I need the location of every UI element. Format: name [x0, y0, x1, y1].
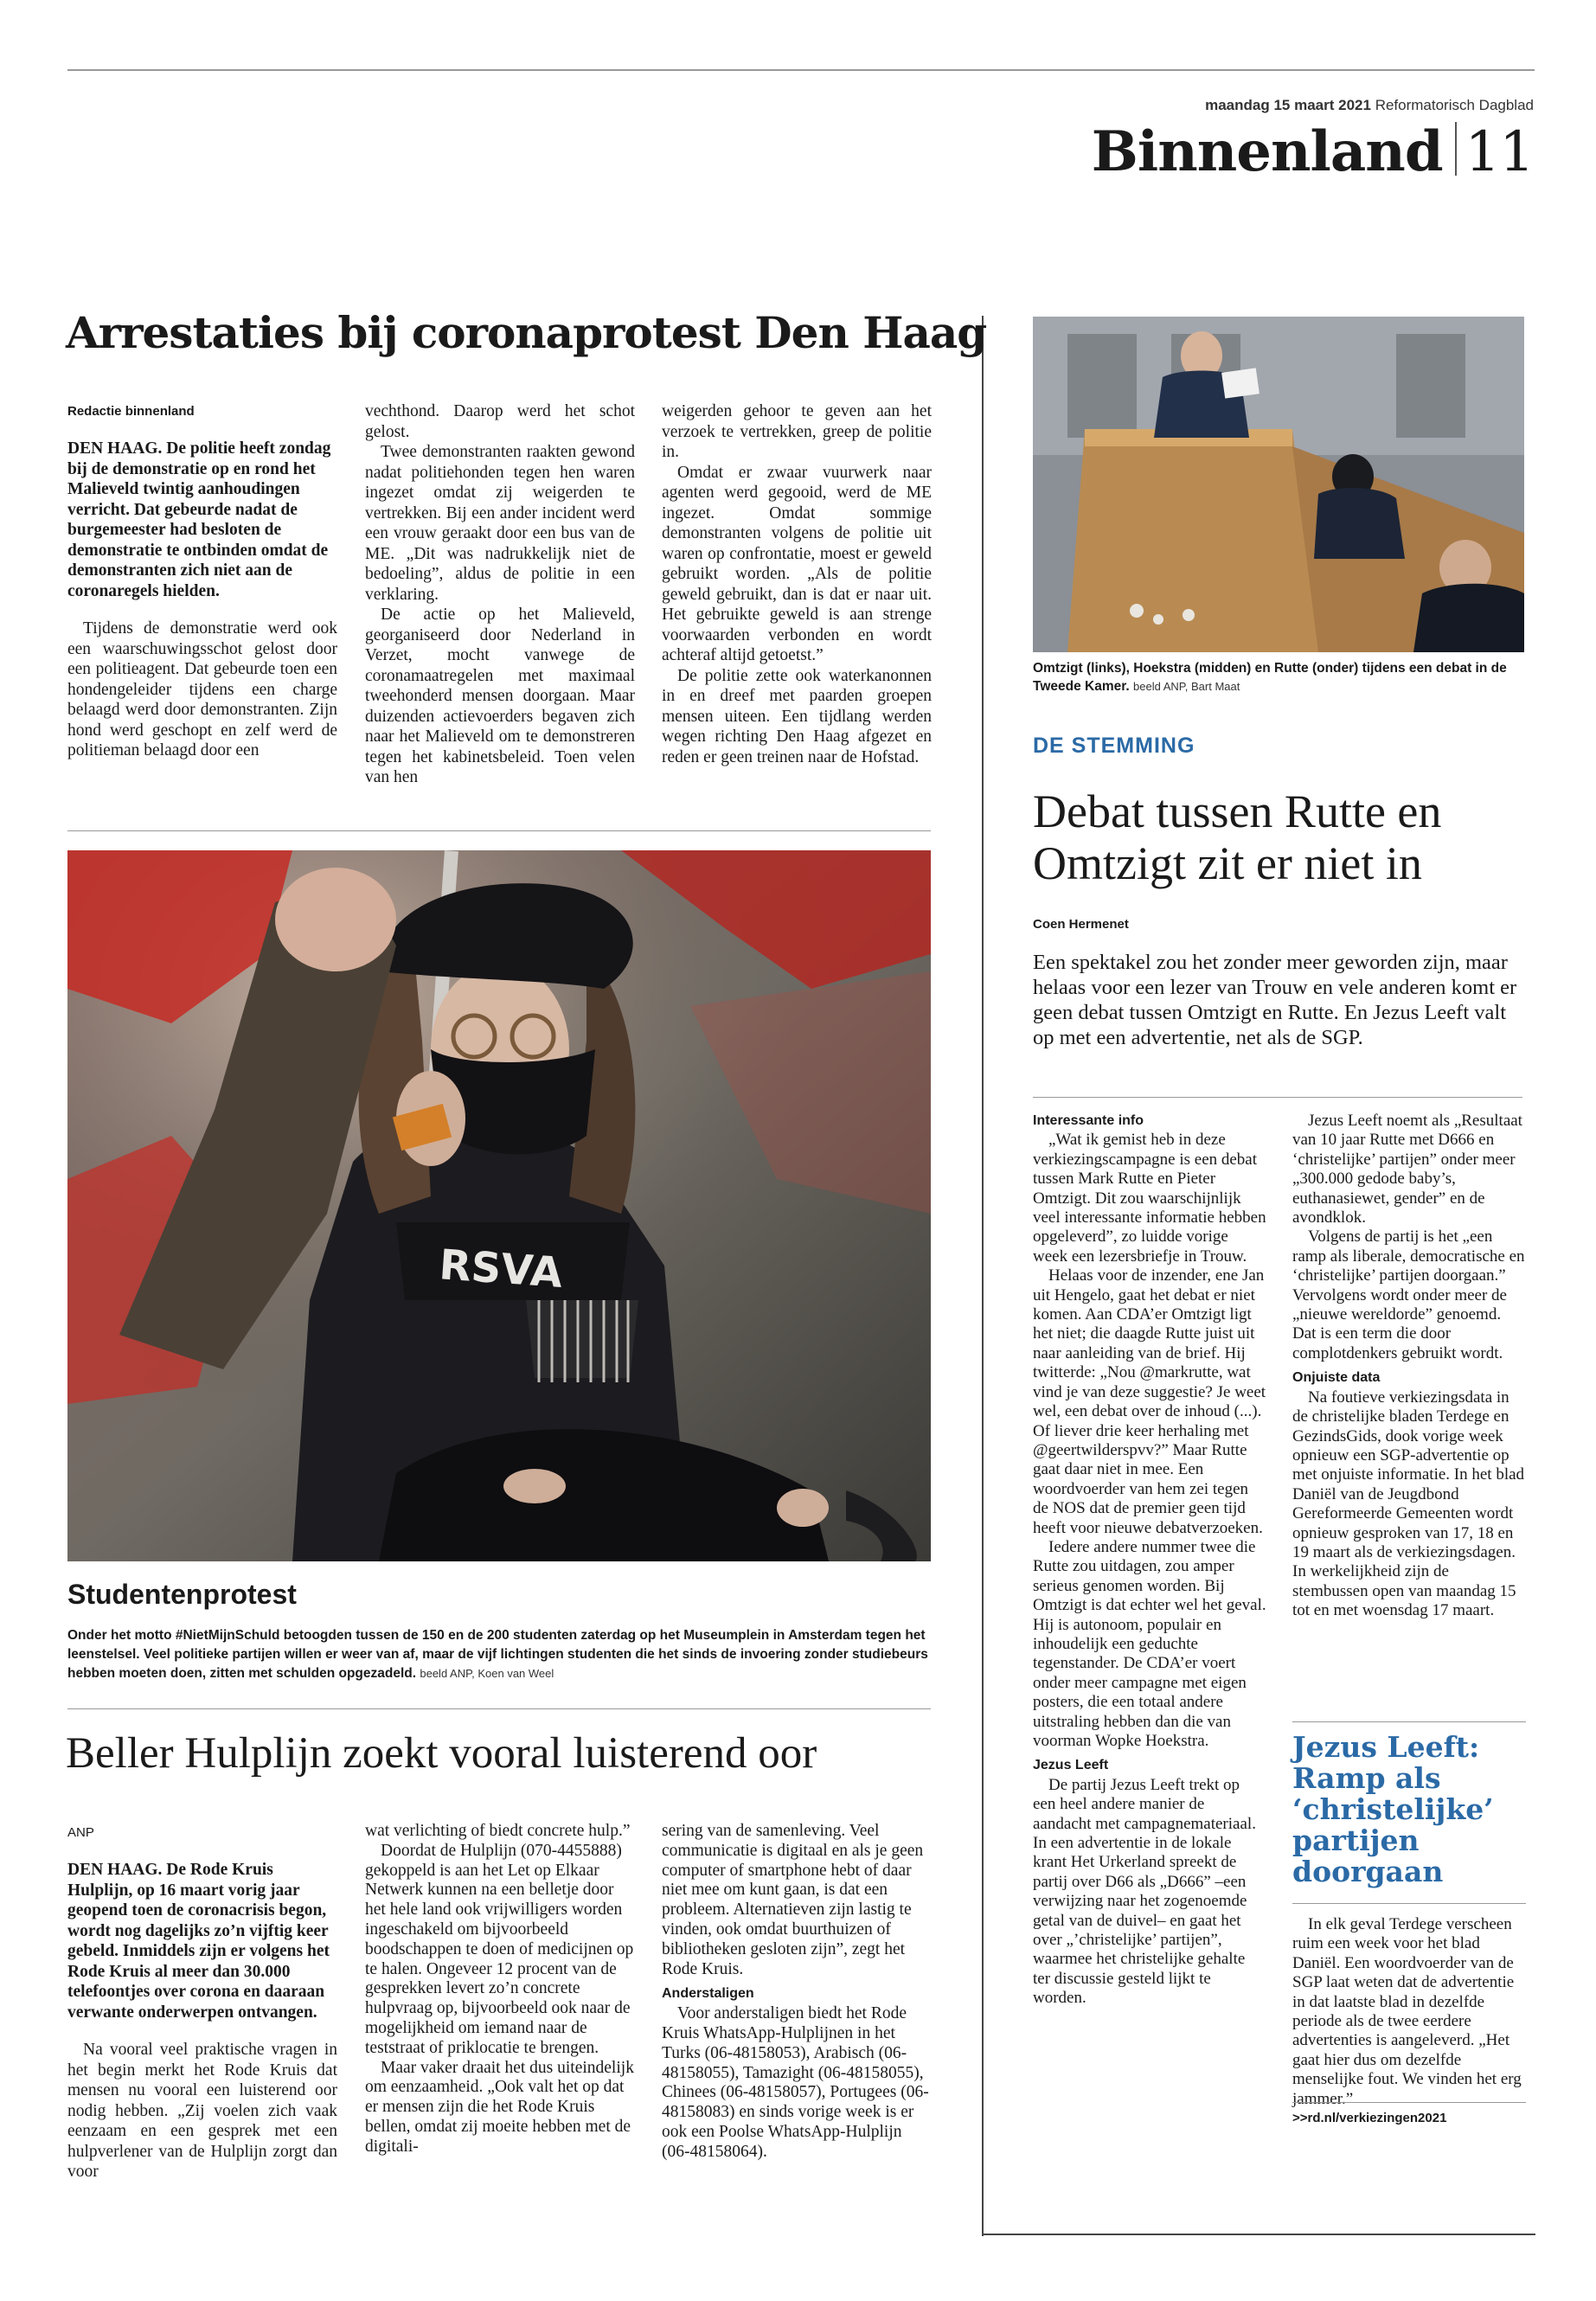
header-divider [1455, 122, 1457, 176]
paragraph: Jezus Leeft noemt als „Resultaat van 10 jaar Rutte met D666 en ‘christelijke’ partijen” onder meer „300.000 gedode baby’s, euthanasiewet, gender” en de avondklok. [1292, 1112, 1522, 1227]
article1-col3 [662, 401, 932, 767]
article2-col2 [365, 1822, 635, 2157]
paper-name: Reformatorisch Dagblad [1375, 97, 1534, 113]
parliament-photo [1033, 317, 1524, 652]
subhead: Anderstaligen [662, 1986, 754, 2002]
paragraph: Doordat de Hulplijn (070-4455888) gekoppeld is aan het Let op Elkaar Netwerk kunnen na een belletje door het hele land ook vrijwilligers worden ingeschakeld om bijvoorbeeld boodschappen te doen of medicijnen op te halen. Ongeveer 12 procent van de gesprekken levert zo’n concrete hulpvraag op, bijvoorbeeld ook naar de mogelijkheid om iemand naar de teststraat of priklocatie te brengen. [365, 1841, 634, 2057]
column-col1 [1033, 1112, 1266, 2009]
issue-date: maandag 15 maart 2021 [1205, 97, 1371, 113]
subhead: Interessante info [1033, 1113, 1144, 1128]
paragraph: Volgens de partij is het „een ramp als liberale, democratische en ‘christelijke’ partijen doorgaan.” Vervolgens wordt onder meer de „nieuwe wereldorde” genoemd. Dat is een term die door complotdenkers gebruikt wordt. [1292, 1227, 1525, 1362]
paragraph: Maar vaker draait het dus uiteindelijk om eenzaamheid. „Ook valt het op dat er mensen zijn die het Rode Kruis bellen, omdat zij moeite hebben met de digitali- [365, 2058, 634, 2156]
paragraph: wat verlichting of biedt concrete hulp.” [365, 1822, 631, 1840]
rule [67, 830, 931, 831]
rule [1292, 1721, 1526, 1722]
article2-headline: Beller Hulplijn zoekt vooral luisterend oor [66, 1729, 817, 1778]
top-rule [67, 69, 1535, 71]
article1-lead: DEN HAAG. De politie heeft zondag bij de demonstratie op en rond het Malieveld twintig aanhoudingen verricht. Dat gebeurde nadat de burgemeester had besloten de demonstratie te ontbinden omdat de demonstranten zich niet aan de coronaregels hielden. [67, 439, 331, 600]
paragraph: weigerden gehoor te geven aan het verzoek te vertrekken, greep de politie in. [662, 402, 932, 461]
photo-caption [67, 1626, 933, 1683]
photo-credit: beeld ANP, Bart Maat [1133, 680, 1240, 693]
article1-col1 [67, 439, 337, 761]
column-intro: Een spektakel zou het zonder meer geworden zijn, maar helaas voor een lezer van Trouw en vele anderen komt er geen debat tussen Omtzigt en Rutte. En Jezus Leeft valt op met een advertentie, net als de SGP. [1033, 951, 1517, 1049]
caption-text: Omtzigt (links), Hoekstra (midden) en Rutte (onder) tijdens een debat in de Tweede Kamer. [1033, 661, 1507, 694]
protest-photo-illustration [67, 850, 931, 1561]
paragraph: In elk geval Terdege verscheen ruim een week voor het blad Daniël. Een woordvoerder van de SGP laat weten dat de advertentie in dat laatste blad in dezelfde periode als de twee eerdere advertenties is aangeleverd. „Het gaat hier dus om dezelfde menselijke fout. We vinden het erg jammer.” [1292, 1915, 1522, 2108]
article1-headline: Arrestaties bij coronaprotest Den Haag [66, 307, 987, 358]
column-col2 [1292, 1112, 1526, 1621]
rule [1292, 1903, 1526, 1904]
article2-col1 [67, 1860, 337, 2182]
paragraph: „Wat ik gemist heb in deze verkiezingscampagne is een debat tussen Mark Rutte en Pieter Omtzigt. Dit zou waarschijnlijk veel interessante informatie hebben opgeleverd”, zo luidde vorige week een lezersbriefje in Trouw. [1033, 1131, 1266, 1266]
page-number: 11 [1465, 120, 1534, 184]
article2-byline: ANP [67, 1825, 94, 1840]
paragraph: Voor anderstaligen biedt het Rode Kruis WhatsApp-Hulplijnen in het Turks (06-48158053), Arabisch (06-48158055), Tamazight (06-48158055), Chinees (06-48158057), Portugees (06-48158083) en sinds vorige week is er ook een Poolse WhatsApp-Hulplijn (06-48158064). [662, 2004, 929, 2161]
paragraph: Helaas voor de inzender, ene Jan uit Hengelo, gaat het debat er niet komen. Aan CDA’er Omtzigt ligt het niet; die daagde Rutte juist uit naar aanleiding van de brief. Hij twitterde: „Nou @markrutte, wat vind je van deze suggestie? Je weet wel, een debat over de inhoud (...). Of liever drie keer herhaling met @geertwilderspvv?” Maar Rutte gaat daar niet in mee. Een woordvoerder van hem zei tegen de NOS dat de premier geen tijd heeft voor nieuwe debatverzoeken. [1033, 1266, 1266, 1537]
web-link[interactable]: >>rd.nl/verkiezingen2021 [1292, 2111, 1447, 2125]
paragraph: De politie zette ook waterkanonnen in en dreef met paarden groepen mensen uiteen. Een tijdlang werden wegen richting Den Haag afgezet en reden er geen treinen naar de Hofstad. [662, 666, 932, 766]
parliament-photo-illustration [1033, 317, 1524, 652]
paragraph: Na foutieve verkiezingsdata in de christelijke bladen Terdege en GezindsGids, dook vorige week opnieuw een SGP-advertentie op met onjuiste informatie. In het blad Daniël van de Jeugdbond Gereformeerde Gemeenten wordt opnieuw gesproken van 17, 18 en 19 maart als de verkiezingsdagen. In werkelijkheid zijn de stembussen open van maandag 15 tot en met woensdag 17 maart. [1292, 1388, 1525, 1620]
bottom-rule [982, 2234, 1535, 2235]
paragraph: vechthond. Daarop werd het schot gelost. [365, 402, 635, 441]
protest-photo [67, 850, 931, 1561]
article1-col2 [365, 401, 635, 788]
article2-col3 [662, 1822, 932, 2163]
subhead: Jezus Leeft [1033, 1758, 1109, 1773]
rule [1292, 2102, 1526, 2103]
paragraph: De partij Jezus Leeft trekt op een heel andere manier de aandacht met campagnemateriaal. In een advertentie in de lokale krant Het Urkerland spreekt de partij over D66 als „D666” –een verwijzing naar het zogenoemde getal van de duivel– en gaat het over „’christelijke’ partijen”, waarmee het christelijke gehalte ter discussie gesteld lijkt te worden. [1033, 1775, 1256, 2008]
column-byline: Coen Hermenet [1033, 917, 1129, 932]
rule [1033, 1097, 1522, 1098]
scarf-text: RSVA [437, 1240, 565, 1298]
paragraph: sering van de samenleving. Veel communicatie is digitaal en als je geen computer of smartphone hebt of daar niet mee om kunt gaan, is dat een probleem. Alternatieven zijn lastig te vinden, ook omdat buurthuizen of bibliotheken gesloten zijn”, zegt het Rode Kruis. [662, 1822, 924, 1978]
article1-byline: Redactie binnenland [67, 404, 195, 419]
column-headline: Debat tussen Rutte en Omtzigt zit er niet in [1033, 785, 1442, 889]
column-kicker: DE STEMMING [1033, 734, 1195, 758]
caption-text: Onder het motto #NietMijnSchuld betoogden tussen de 150 en de 200 studenten zaterdag op het Museumplein in Amsterdam tegen het leenstelsel. Veel politieke partijen willen er weer van af, maar de vijf lichtingen studenten die het sinds de invoering zonder studiebeurs hebben moeten doen, zitten met schulden opgezadeld. [67, 1628, 928, 1681]
paragraph: Iedere andere nummer twee die Rutte zou uitdagen, zou amper serieus genomen worden. Bij Omtzigt is dat echter wel het geval. Hij is autonoom, populair en inhoudelijk een geduchte tegenstander. De CDA’er voert onder meer campagne met eigen posters, die een totaal andere uitstraling hebben dan die van voorman Wopke Hoekstra. [1033, 1537, 1266, 1750]
paragraph: Twee demonstranten raakten gewond nadat politiehonden tegen hen waren ingezet omdat zij weigerden te vertrekken. Bij een ander incident werd een vrouw geraakt door een bus van de ME. „Dit was nadrukkelijk niet de bedoeling”, aldus de politie in een verklaring. [365, 443, 635, 604]
sidebar-title: Jezus Leeft: Ramp als ‘christelijke’ partijen doorgaan [1292, 1730, 1494, 1888]
paragraph: De actie op het Malieveld, georganiseerd door Nederland in Verzet, mocht vanwege de coronamaatregelen met maximaal tweehonderd mensen doorgaan. Maar duizenden actievoerders begaven zich naar het Malieveld om te demonstreren tegen het kabinetsbeleid. Toen velen van hen [365, 606, 635, 786]
dateline [1205, 97, 1534, 114]
parliament-caption [1033, 659, 1535, 695]
article2-lead: DEN HAAG. De Rode Kruis Hulplijn, op 16 maart vorig jaar geopend toen de coronacrisis begon, wordt nog dagelijks zo’n vijftig keer gebeld. Inmiddels zijn er volgens het Rode Kruis al meer dan 30.000 telefoontjes over corona en daaraan verwante onderwerpen ontvangen. [67, 1861, 330, 2022]
paragraph: Tijdens de demonstratie werd ook een waarschuwingsschot gelost door een politieagent. Dat gebeurde toen een hondengeleider tijdens een charge belaagd werd door demonstranten. Zijn hond werd geschopt en zelf werd de politieman belaagd door een [67, 619, 337, 760]
paragraph: Na vooral veel praktische vragen in het begin merkt het Rode Kruis dat mensen nu vooral een luisterend oor nodig hebben. „Zij voelen zich vaak eenzaam en een gesprek met een hulpverlener van de Hulplijn zorgt dan voor [67, 2041, 337, 2181]
section-header [1092, 119, 1534, 184]
paragraph: Omdat er zwaar vuurwerk naar agenten werd gegooid, werd de ME ingezet. Omdat sommige demonstranten volgens de politie uit waren op confrontatie, moest er geweld gebruikt worden. „Als de politie geweld gebruikt, dan is dat er naar uit. Het gebruikte geweld is aan strenge voorwaarden verbonden en wordt achteraf altijd getoetst.” [662, 463, 932, 664]
section-title: Binnenland [1091, 119, 1443, 184]
photo-title: Studentenprotest [67, 1579, 297, 1610]
rule [67, 1708, 931, 1709]
subhead: Onjuiste data [1292, 1370, 1381, 1386]
column-divider [982, 316, 984, 2236]
photo-credit: beeld ANP, Koen van Weel [420, 1667, 554, 1680]
column-col2b [1292, 1915, 1526, 2109]
